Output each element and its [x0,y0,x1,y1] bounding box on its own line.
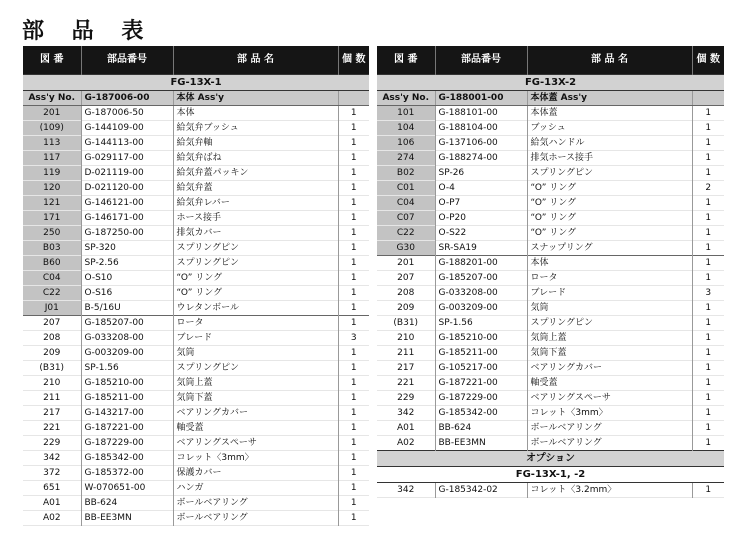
part-name-cell: 気筒下蓋 [173,391,338,406]
table-row [377,211,724,226]
part-name-cell: スプリングピン [173,361,338,376]
part-name-cell: “O” リング [527,181,692,196]
quantity-cell: 3 [692,286,724,301]
option-model-row-label: FG-13X-1, -2 [377,467,724,483]
part-name-cell: スプリングピン [173,256,338,271]
part-name-cell: ベアリングスペーサ [173,436,338,451]
quantity-cell: 1 [338,346,369,361]
page-title: 部 品 表 [22,19,154,44]
part-no-cell: G-029117-00 [81,151,173,166]
part-name-cell: 本体蓋 Ass'y [527,91,692,106]
figure-no-cell: A01 [42,498,61,508]
figure-no-cell: 211 [397,348,415,358]
part-name-cell: コレット〈3mm〉 [173,451,338,466]
part-name-cell: 給気弁軸 [173,136,338,151]
figure-no-cell: 208 [397,288,415,298]
part-name-cell: スプリングピン [527,166,692,181]
figure-no-cell: J01 [23,301,81,316]
table-row [23,391,369,406]
model-row-label: FG-13X-2 [377,75,724,91]
figure-no-cell: 221 [43,423,61,433]
part-no-cell: SP-2.56 [81,256,173,271]
table-row [23,316,369,331]
table-row [23,286,369,301]
table-row [377,151,724,166]
part-name-cell: ベアリングスペーサ [527,391,692,406]
figure-no-cell: (B31) [39,363,65,373]
part-no-cell: G-188101-00 [435,106,527,121]
part-name-cell: コレット〈3mm〉 [527,406,692,421]
part-name-cell: ボールベアリング [173,511,338,526]
table-row [23,136,369,151]
part-name-cell: “O” リング [527,226,692,241]
table-row [377,406,724,421]
part-no-cell: G-188001-00 [435,91,527,106]
part-name-cell: 給気弁蓋パッキン [173,166,338,181]
figure-no-cell: A02 [42,513,61,523]
part-no-cell: G-185342-02 [435,483,527,498]
table-row [377,106,724,121]
figure-no-cell: C22 [23,286,81,301]
table-row [377,436,724,451]
assy-row [23,91,369,106]
figure-no-cell: 207 [397,273,415,283]
part-name-cell: 軸受蓋 [527,376,692,391]
part-no-cell: G-144113-00 [81,136,173,151]
table-row [23,241,369,256]
quantity-cell: 1 [338,511,369,526]
figure-no-cell: 372 [43,468,61,478]
figure-no-cell: B60 [23,256,81,271]
part-no-cell: SP-320 [81,241,173,256]
part-no-cell: SP-1.56 [81,361,173,376]
quantity-cell: 1 [338,196,369,211]
figure-no-cell: 210 [397,333,415,343]
part-name-cell: 給気弁ブッシュ [173,121,338,136]
part-no-cell: G-185207-00 [435,271,527,286]
part-name-cell: 給気弁ばね [173,151,338,166]
part-name-cell: 気筒下蓋 [527,346,692,361]
part-name-cell: 排気カバー [173,226,338,241]
part-name-cell: スナップリング [527,241,692,256]
part-no-cell: O-P20 [435,211,527,226]
table-row [23,301,369,316]
quantity-cell: 1 [338,316,369,331]
model-row [23,75,369,91]
part-name-cell: 本体 Ass'y [173,91,338,106]
part-name-cell: ロータ [173,316,338,331]
part-name-cell: ブッシュ [527,121,692,136]
part-name-cell: 軸受蓋 [173,421,338,436]
table-row [377,361,724,376]
table-row [377,121,724,136]
figure-no-cell: G30 [377,241,435,256]
quantity-cell [338,91,369,106]
part-no-cell: G-187221-00 [435,376,527,391]
part-no-cell: G-003209-00 [435,301,527,316]
part-no-cell: G-033208-00 [81,331,173,346]
figure-no-cell: 106 [377,136,435,151]
part-no-cell: G-146171-00 [81,211,173,226]
quantity-cell: 1 [338,136,369,151]
part-no-cell: G-187250-00 [81,226,173,241]
figure-no-cell: 209 [43,348,61,358]
part-no-cell: O-S16 [81,286,173,301]
part-name-cell: ウレタンボール [173,301,338,316]
quantity-cell: 1 [692,211,724,226]
table-row [23,181,369,196]
header-part-no: 部品番号 [435,46,527,75]
table-row [23,466,369,481]
part-name-cell: “O” リング [527,211,692,226]
table-row [377,346,724,361]
quantity-cell: 1 [338,436,369,451]
part-name-cell: ボールベアリング [173,496,338,511]
table-row [23,226,369,241]
part-no-cell: B-5/16U [81,301,173,316]
part-name-cell: ハンガ [173,481,338,496]
quantity-cell: 1 [692,376,724,391]
part-name-cell: スプリングピン [527,316,692,331]
table-row [23,361,369,376]
part-no-cell: G-187006-00 [81,91,173,106]
part-no-cell: BB-624 [435,421,527,436]
part-name-cell: 気筒上蓋 [527,331,692,346]
quantity-cell: 1 [338,481,369,496]
figure-no-cell: 274 [377,151,435,166]
part-name-cell: ベアリングカバー [173,406,338,421]
option-row-label: オプション [377,451,724,467]
quantity-cell: 1 [338,181,369,196]
table-row [377,196,724,211]
table-row [377,301,724,316]
table-row [23,481,369,496]
part-no-cell: G-188104-00 [435,121,527,136]
part-no-cell: BB-EE3MN [81,511,173,526]
quantity-cell: 1 [692,483,724,498]
table-row [23,331,369,346]
part-name-cell: 排気ホース接手 [527,151,692,166]
table-row [23,346,369,361]
part-name-cell: 気筒 [173,346,338,361]
quantity-cell: 1 [338,106,369,121]
table-row [377,241,724,256]
figure-no-cell: Ass'y No. [23,91,81,106]
quantity-cell: 1 [692,256,724,271]
part-name-cell: 気筒 [527,301,692,316]
header-figure-no: 図 番 [377,46,435,75]
table-row [23,376,369,391]
part-no-cell: W-070651-00 [81,481,173,496]
part-name-cell: ロータ [527,271,692,286]
table-row [23,406,369,421]
figure-no-cell: 117 [23,151,81,166]
part-name-cell: 保護カバー [173,466,338,481]
part-no-cell: D-021120-00 [81,181,173,196]
figure-no-cell: 201 [23,106,81,121]
quantity-cell: 3 [338,331,369,346]
table-row [377,226,724,241]
quantity-cell: 1 [338,211,369,226]
table-row [23,496,369,511]
part-no-cell: G-143217-00 [81,406,173,421]
part-name-cell: 本体蓋 [527,106,692,121]
figure-no-cell: (109) [23,121,81,136]
quantity-cell: 1 [692,166,724,181]
parts-table-left [23,46,369,526]
part-no-cell: G-188274-00 [435,151,527,166]
figure-no-cell: 101 [377,106,435,121]
table-row [23,451,369,466]
part-name-cell: コレット〈3.2mm〉 [527,483,692,498]
figure-no-cell: 104 [377,121,435,136]
table-row [23,256,369,271]
quantity-cell: 2 [692,181,724,196]
part-no-cell: BB-624 [81,496,173,511]
table-row [23,166,369,181]
figure-no-cell: 217 [43,408,61,418]
part-name-cell: 給気ハンドル [527,136,692,151]
figure-no-cell: 121 [23,196,81,211]
part-name-cell: ボールベアリング [527,436,692,451]
option-row [377,451,724,467]
table-row [377,286,724,301]
quantity-cell: 1 [338,286,369,301]
quantity-cell: 1 [338,301,369,316]
quantity-cell: 1 [692,241,724,256]
figure-no-cell: 211 [43,393,61,403]
table-row [23,211,369,226]
figure-no-cell: 342 [397,408,415,418]
parts-table-right [377,46,724,498]
part-name-cell: スプリングピン [173,241,338,256]
table-row [377,316,724,331]
part-no-cell: SP-1.56 [435,316,527,331]
part-no-cell: G-144109-00 [81,121,173,136]
quantity-cell: 1 [692,346,724,361]
table-row [377,483,724,498]
part-name-cell: 本体 [173,106,338,121]
figure-no-cell: 208 [43,333,61,343]
model-row-label: FG-13X-1 [23,75,369,91]
figure-no-cell: C01 [377,181,435,196]
figure-no-cell: C07 [377,211,435,226]
quantity-cell: 1 [338,376,369,391]
table-row [23,106,369,121]
header-quantity: 個 数 [338,46,369,75]
figure-no-cell: 207 [23,316,81,331]
quantity-cell: 1 [338,466,369,481]
part-no-cell: SR-SA19 [435,241,527,256]
header-part-name: 部 品 名 [527,46,692,75]
quantity-cell [692,91,724,106]
part-no-cell: D-021119-00 [81,166,173,181]
figure-no-cell: 113 [23,136,81,151]
part-name-cell: 本体 [527,256,692,271]
part-no-cell: O-S10 [81,271,173,286]
figure-no-cell: 221 [397,378,415,388]
part-no-cell: G-187229-00 [81,436,173,451]
header-figure-no: 図 番 [23,46,81,75]
quantity-cell: 1 [692,406,724,421]
figure-no-cell: C04 [377,196,435,211]
figure-no-cell: 342 [43,453,61,463]
table-row [377,256,724,271]
quantity-cell: 1 [692,121,724,136]
quantity-cell: 1 [692,196,724,211]
figure-no-cell: (B31) [393,318,419,328]
part-no-cell: G-146121-00 [81,196,173,211]
quantity-cell: 1 [338,361,369,376]
assy-row [377,91,724,106]
quantity-cell: 1 [338,241,369,256]
part-no-cell: G-185342-00 [435,406,527,421]
figure-no-cell: C22 [377,226,435,241]
figure-no-cell: B03 [23,241,81,256]
table-row [23,421,369,436]
figure-no-cell: 120 [23,181,81,196]
quantity-cell: 1 [338,256,369,271]
quantity-cell: 1 [692,136,724,151]
part-no-cell: G-137106-00 [435,136,527,151]
quantity-cell: 1 [692,331,724,346]
part-no-cell: G-033208-00 [435,286,527,301]
part-name-cell: ホース接手 [173,211,338,226]
quantity-cell: 1 [692,271,724,286]
part-no-cell: G-185342-00 [81,451,173,466]
part-no-cell: SP-26 [435,166,527,181]
table-row [377,181,724,196]
quantity-cell: 1 [338,151,369,166]
table-row [23,511,369,526]
quantity-cell: 1 [692,301,724,316]
quantity-cell: 1 [692,106,724,121]
header-part-no: 部品番号 [81,46,173,75]
part-name-cell: ブレード [527,286,692,301]
quantity-cell: 1 [692,226,724,241]
option-model-row [377,467,724,483]
figure-no-cell: 209 [397,303,415,313]
part-no-cell: G-185210-00 [435,331,527,346]
figure-no-cell: 229 [397,393,415,403]
figure-no-cell: 651 [43,483,61,493]
quantity-cell: 1 [338,271,369,286]
figure-no-cell: 342 [397,485,415,495]
part-no-cell: O-S22 [435,226,527,241]
table-header [23,46,369,75]
table-row [377,376,724,391]
quantity-cell: 1 [692,391,724,406]
header-quantity: 個 数 [692,46,724,75]
part-no-cell: G-185211-00 [81,391,173,406]
table-row [23,151,369,166]
part-no-cell: G-003209-00 [81,346,173,361]
table-row [377,136,724,151]
figure-no-cell: C04 [23,271,81,286]
quantity-cell: 1 [338,166,369,181]
quantity-cell: 1 [692,361,724,376]
part-name-cell: “O” リング [173,286,338,301]
part-name-cell: “O” リング [173,271,338,286]
part-no-cell: O-P7 [435,196,527,211]
quantity-cell: 1 [338,406,369,421]
quantity-cell: 1 [692,421,724,436]
figure-no-cell: A02 [396,438,415,448]
table-row [377,331,724,346]
quantity-cell: 1 [338,451,369,466]
quantity-cell: 1 [338,226,369,241]
part-no-cell: G-188201-00 [435,256,527,271]
table-row [377,271,724,286]
model-row [377,75,724,91]
part-no-cell: G-187006-50 [81,106,173,121]
quantity-cell: 1 [338,391,369,406]
part-name-cell: 気筒上蓋 [173,376,338,391]
part-no-cell: G-187229-00 [435,391,527,406]
part-no-cell: BB-EE3MN [435,436,527,451]
part-name-cell: “O” リング [527,196,692,211]
figure-no-cell: B02 [377,166,435,181]
part-no-cell: G-105217-00 [435,361,527,376]
part-no-cell: G-185372-00 [81,466,173,481]
part-name-cell: 給気弁レバー [173,196,338,211]
part-name-cell: ボールベアリング [527,421,692,436]
quantity-cell: 1 [338,421,369,436]
table-row [23,121,369,136]
part-no-cell: G-185211-00 [435,346,527,361]
figure-no-cell: 217 [397,363,415,373]
quantity-cell: 1 [338,496,369,511]
figure-no-cell: Ass'y No. [377,91,435,106]
quantity-cell: 1 [692,436,724,451]
table-row [23,436,369,451]
table-row [23,271,369,286]
quantity-cell: 1 [692,151,724,166]
figure-no-cell: 201 [377,256,435,271]
table-header [377,46,724,75]
table-row [377,421,724,436]
table-row [23,196,369,211]
table-row [377,166,724,181]
part-no-cell: G-185207-00 [81,316,173,331]
part-name-cell: ブレード [173,331,338,346]
table-row [377,391,724,406]
figure-no-cell: A01 [396,423,415,433]
part-name-cell: 給気弁蓋 [173,181,338,196]
figure-no-cell: 171 [23,211,81,226]
figure-no-cell: 119 [23,166,81,181]
header-part-name: 部 品 名 [173,46,338,75]
figure-no-cell: 250 [23,226,81,241]
part-no-cell: O-4 [435,181,527,196]
part-no-cell: G-185210-00 [81,376,173,391]
part-no-cell: G-187221-00 [81,421,173,436]
quantity-cell: 1 [338,121,369,136]
quantity-cell: 1 [692,316,724,331]
part-name-cell: ベアリングカバー [527,361,692,376]
figure-no-cell: 229 [43,438,61,448]
figure-no-cell: 210 [43,378,61,388]
